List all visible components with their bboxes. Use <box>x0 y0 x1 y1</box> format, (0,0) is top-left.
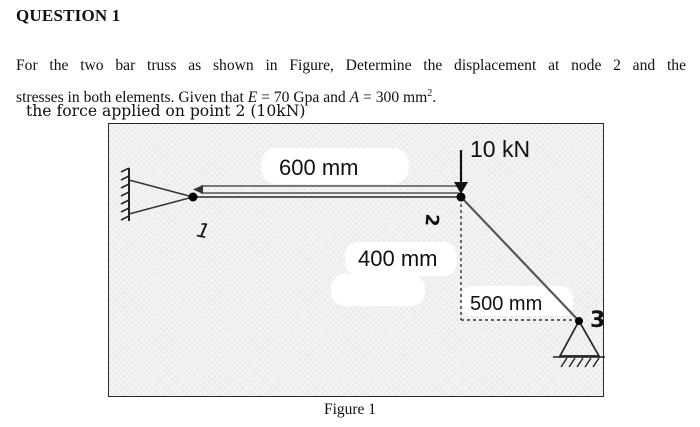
horizontal-length-label: 600 mm <box>279 155 359 180</box>
modulus-value: = 70 Gpa and <box>257 89 350 107</box>
area-value: = 300 mm <box>359 89 428 107</box>
modulus-symbol: E <box>247 89 258 107</box>
truss-diagram <box>109 124 605 398</box>
member-1-2 <box>193 185 461 197</box>
fixed-support-node-1 <box>121 168 193 221</box>
problem-line-2-start: stresses in both elements. Given that <box>16 89 248 107</box>
node-2-label: 2 <box>420 212 443 228</box>
node-1-label: 1 <box>194 217 213 244</box>
figure-caption: Figure 1 <box>323 401 377 418</box>
area-unit-exponent: 2 <box>427 88 433 99</box>
question-heading: QUESTION 1 <box>16 6 121 25</box>
truss-figure <box>108 123 604 397</box>
problem-line-1: For the two bar truss as shown in Figure, Determine the displacement at node 2 and the <box>16 57 686 74</box>
force-label: 10 kN <box>470 136 531 162</box>
force-arrow <box>454 150 468 194</box>
label-backdrop-400b <box>331 274 425 306</box>
area-symbol: A <box>349 89 360 107</box>
node-1 <box>189 193 198 202</box>
force-note: the force applied on point 2 (10kN) <box>26 102 306 120</box>
problem-line-2-end: . <box>432 89 437 107</box>
node-2 <box>457 193 466 202</box>
vertical-length-label: 400 mm <box>358 246 438 271</box>
node-3-label: 3 <box>590 308 605 333</box>
node-3 <box>575 317 583 325</box>
diagonal-length-label: 500 mm <box>470 293 543 315</box>
